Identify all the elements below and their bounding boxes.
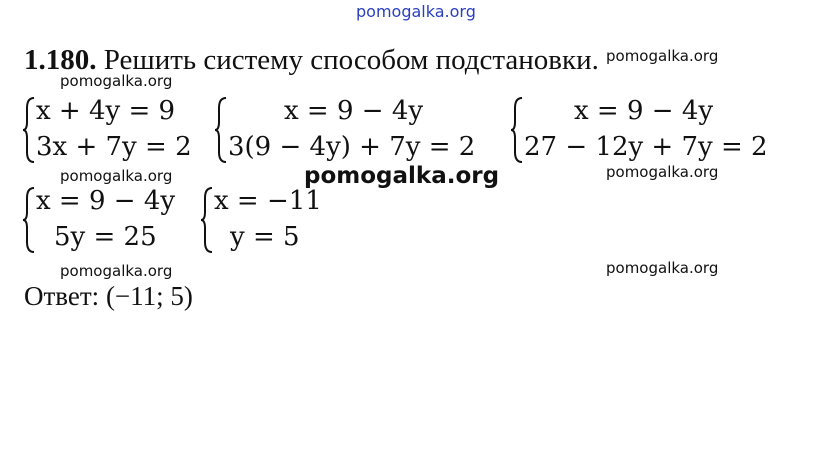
equation-system-5 bbox=[200, 186, 340, 256]
equation-line: y = 5 bbox=[230, 222, 300, 252]
answer bbox=[24, 281, 193, 312]
answer-value: (−11; 5) bbox=[105, 281, 193, 311]
watermark: pomogalka.org bbox=[60, 167, 173, 185]
brace-icon bbox=[510, 96, 524, 164]
watermark-top: pomogalka.org bbox=[356, 2, 476, 21]
equation-line: 5y = 25 bbox=[54, 222, 157, 252]
equation-line: 3x + 7y = 2 bbox=[36, 132, 192, 162]
brace-icon bbox=[22, 96, 36, 164]
equation-system-2 bbox=[214, 96, 484, 166]
problem-title bbox=[24, 44, 599, 77]
watermark: pomogalka.org bbox=[606, 47, 719, 65]
equation-line: x = 9 − 4y bbox=[36, 186, 176, 216]
equation-system-1 bbox=[22, 96, 202, 166]
watermark-large: pomogalka.org bbox=[304, 163, 500, 189]
brace-icon bbox=[214, 96, 228, 164]
watermark: pomogalka.org bbox=[60, 72, 173, 90]
problem-statement: Решить систему способом подстановки. bbox=[103, 44, 599, 76]
equation-line: 3(9 − 4y) + 7y = 2 bbox=[228, 132, 476, 162]
equation-line: x = 9 − 4y bbox=[574, 96, 714, 126]
problem-number: 1.180. bbox=[24, 44, 97, 76]
answer-label: Ответ: bbox=[24, 281, 100, 311]
watermark: pomogalka.org bbox=[60, 262, 173, 280]
equation-line: x + 4y = 9 bbox=[36, 96, 176, 126]
equation-system-3 bbox=[510, 96, 780, 166]
brace-icon bbox=[200, 186, 214, 254]
watermark: pomogalka.org bbox=[606, 259, 719, 277]
watermark: pomogalka.org bbox=[606, 163, 719, 181]
equation-line: x = 9 − 4y bbox=[284, 96, 424, 126]
equation-line: x = −11 bbox=[214, 186, 322, 216]
equation-system-4 bbox=[22, 186, 192, 256]
equation-line: 27 − 12y + 7y = 2 bbox=[524, 132, 768, 162]
brace-icon bbox=[22, 186, 36, 254]
